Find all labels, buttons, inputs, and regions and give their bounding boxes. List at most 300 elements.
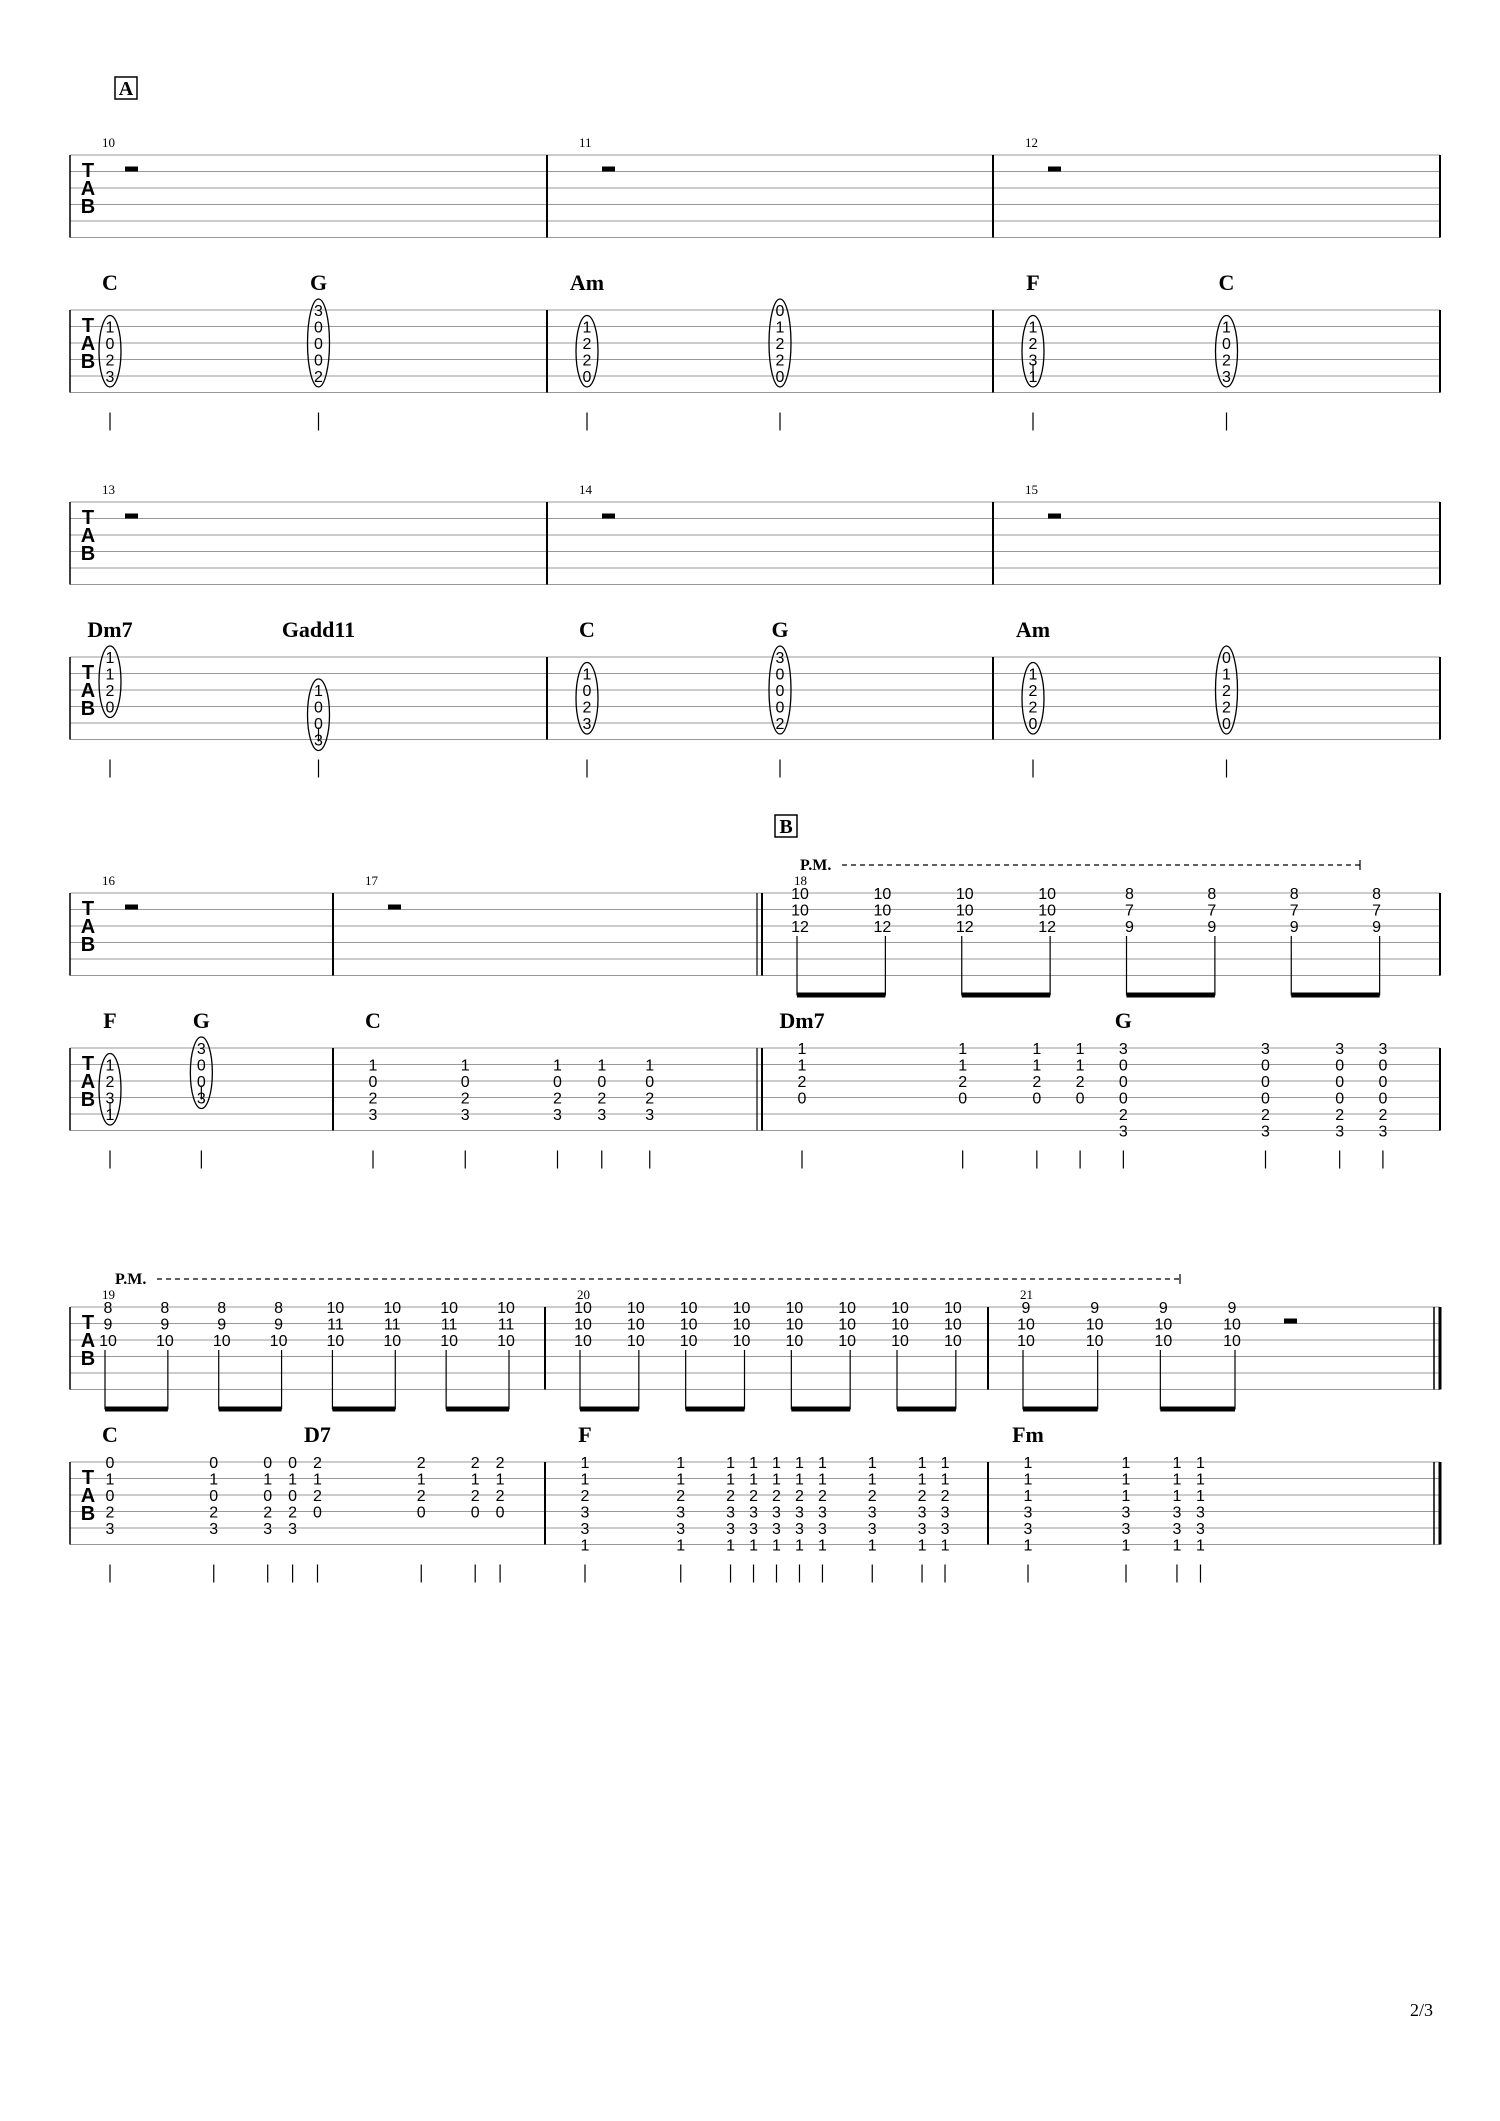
acoustic-fret: 1 xyxy=(580,1537,590,1555)
acoustic-fret: 0 xyxy=(797,1090,807,1108)
measure-number: 17 xyxy=(365,873,378,888)
acoustic-fret: 3 xyxy=(795,1504,804,1522)
electric-fret: 12 xyxy=(791,919,809,936)
electric-fret: 10 xyxy=(891,1300,909,1317)
electric-fret: 10 xyxy=(785,1316,804,1334)
acoustic-fret: 1 xyxy=(580,1471,590,1489)
acoustic-fret: 1 xyxy=(749,1455,758,1472)
electric-fret: 10 xyxy=(838,1300,857,1317)
acoustic-fret: 2 xyxy=(597,1090,607,1108)
acoustic-fret: 3 xyxy=(1118,1123,1128,1141)
acoustic-fret: 1 xyxy=(795,1455,804,1472)
acoustic-fret: 3 xyxy=(1172,1521,1182,1538)
electric-fret: 10 xyxy=(873,886,892,903)
acoustic-fret: 0 xyxy=(196,1057,206,1075)
chord-name: G xyxy=(192,1008,210,1033)
acoustic-fret: 2 xyxy=(416,1455,426,1472)
acoustic-fret: 3 xyxy=(676,1521,686,1538)
electric-staff xyxy=(70,502,1440,585)
acoustic-fret: 3 xyxy=(867,1504,877,1522)
acoustic-fret: 3 xyxy=(1378,1123,1388,1141)
acoustic-fret: 1 xyxy=(795,1537,804,1555)
measure-number: 15 xyxy=(1025,482,1038,497)
acoustic-fret: 2 xyxy=(368,1090,378,1108)
tab-clef-a: A xyxy=(80,178,96,200)
acoustic-fret: 1 xyxy=(1028,666,1038,684)
acoustic-fret: 3 xyxy=(1196,1504,1205,1522)
acoustic-fret: 0 xyxy=(105,699,115,717)
acoustic-fret: 3 xyxy=(196,1090,206,1108)
beam xyxy=(686,1407,745,1412)
chord-name: Am xyxy=(1015,617,1051,642)
acoustic-fret: 2 xyxy=(416,1488,426,1505)
acoustic-fret: 1 xyxy=(1196,1537,1205,1555)
acoustic-fret: 1 xyxy=(105,319,115,337)
acoustic-fret: 2 xyxy=(775,336,785,353)
acoustic-fret: 0 xyxy=(1032,1090,1042,1108)
beam xyxy=(897,1407,956,1412)
acoustic-fret: 3 xyxy=(263,1521,273,1538)
acoustic-fret: 0 xyxy=(958,1090,968,1108)
acoustic-fret: 1 xyxy=(582,666,592,684)
acoustic-fret: 3 xyxy=(460,1107,470,1124)
acoustic-fret: 1 xyxy=(1196,1471,1205,1489)
chord-name: C xyxy=(102,1422,118,1447)
electric-fret: 10 xyxy=(383,1333,402,1350)
acoustic-fret: 3 xyxy=(553,1107,562,1124)
acoustic-fret: 0 xyxy=(263,1488,273,1505)
beam xyxy=(332,1407,395,1412)
acoustic-fret: 2 xyxy=(470,1455,480,1472)
acoustic-fret: 1 xyxy=(263,1471,273,1489)
acoustic-fret: 0 xyxy=(105,1488,115,1505)
acoustic-fret: 0 xyxy=(1335,1074,1345,1091)
electric-fret: 8 xyxy=(274,1300,284,1317)
acoustic-fret: 3 xyxy=(749,1521,758,1538)
acoustic-fret: 3 xyxy=(580,1504,590,1522)
acoustic-fret: 3 xyxy=(795,1521,804,1538)
tab-clef-a: A xyxy=(80,1071,96,1093)
acoustic-fret: 1 xyxy=(749,1537,758,1555)
acoustic-fret: 0 xyxy=(314,716,323,733)
acoustic-fret: 1 xyxy=(1121,1488,1131,1505)
chord-name: G xyxy=(1114,1008,1132,1033)
acoustic-fret: 1 xyxy=(1121,1537,1131,1555)
electric-fret: 9 xyxy=(1158,1300,1168,1317)
acoustic-fret: 1 xyxy=(1172,1455,1182,1472)
acoustic-fret: 3 xyxy=(676,1504,686,1522)
electric-fret: 9 xyxy=(274,1316,284,1334)
electric-staff xyxy=(70,155,1440,238)
acoustic-fret: 0 xyxy=(597,1074,607,1091)
tab-clef-a: A xyxy=(80,333,96,355)
tab-clef-b: B xyxy=(80,1503,96,1525)
tab-clef-a: A xyxy=(80,525,96,547)
electric-fret: 9 xyxy=(1090,1300,1100,1317)
acoustic-fret: 2 xyxy=(772,1488,781,1505)
acoustic-fret: 1 xyxy=(726,1455,735,1472)
tab-clef-a: A xyxy=(80,1485,96,1507)
beam xyxy=(962,993,1050,998)
acoustic-fret: 1 xyxy=(105,1107,115,1124)
acoustic-fret: 3 xyxy=(645,1107,655,1124)
tab-clef-b: B xyxy=(80,1089,96,1111)
acoustic-fret: 1 xyxy=(1121,1471,1131,1489)
electric-fret: 12 xyxy=(873,919,892,936)
acoustic-fret: 3 xyxy=(196,1041,206,1058)
electric-fret: 10 xyxy=(326,1300,345,1317)
acoustic-fret: 3 xyxy=(772,1504,781,1522)
acoustic-fret: 0 xyxy=(209,1455,219,1472)
acoustic-fret: 0 xyxy=(314,319,323,337)
electric-fret: 8 xyxy=(103,1300,113,1317)
acoustic-fret: 3 xyxy=(1118,1041,1128,1058)
acoustic-fret: 1 xyxy=(867,1537,877,1555)
acoustic-fret: 1 xyxy=(772,1455,781,1472)
electric-fret: 10 xyxy=(212,1333,231,1350)
acoustic-fret: 1 xyxy=(775,319,785,337)
electric-fret: 10 xyxy=(99,1333,117,1350)
acoustic-fret: 0 xyxy=(1261,1057,1270,1075)
acoustic-fret: 1 xyxy=(1023,1537,1033,1555)
acoustic-fret: 1 xyxy=(726,1537,735,1555)
beam xyxy=(1291,993,1379,998)
acoustic-fret: 3 xyxy=(314,732,323,750)
acoustic-fret: 0 xyxy=(263,1455,273,1472)
whole-rest xyxy=(125,514,138,519)
acoustic-fret: 1 xyxy=(1222,666,1231,684)
acoustic-fret: 2 xyxy=(460,1090,470,1108)
beam xyxy=(446,1407,509,1412)
acoustic-fret: 0 xyxy=(314,336,323,353)
electric-fret: 10 xyxy=(679,1333,698,1350)
acoustic-fret: 3 xyxy=(772,1521,781,1538)
electric-fret: 10 xyxy=(791,902,809,920)
chord-name: D7 xyxy=(304,1422,331,1447)
chord-name: Fm xyxy=(1012,1422,1044,1447)
acoustic-fret: 3 xyxy=(314,303,323,320)
acoustic-fret: 2 xyxy=(553,1090,562,1108)
acoustic-fret: 3 xyxy=(368,1107,378,1124)
electric-fret: 10 xyxy=(791,886,809,903)
tab-clef-b: B xyxy=(80,543,96,565)
acoustic-fret: 1 xyxy=(314,683,323,700)
electric-fret: 10 xyxy=(1154,1333,1173,1350)
tab-clef-t: T xyxy=(81,662,95,684)
acoustic-fret: 3 xyxy=(1028,352,1038,370)
electric-fret: 10 xyxy=(838,1316,857,1334)
electric-fret: 10 xyxy=(679,1300,698,1317)
acoustic-fret: 3 xyxy=(940,1521,950,1538)
electric-fret: 10 xyxy=(1085,1316,1104,1334)
acoustic-fret: 1 xyxy=(1032,1057,1042,1075)
acoustic-fret: 0 xyxy=(1378,1074,1388,1091)
acoustic-fret: 2 xyxy=(867,1488,877,1505)
measure-number: 13 xyxy=(102,482,115,497)
tab-clef-b: B xyxy=(80,934,96,956)
electric-fret: 11 xyxy=(383,1316,401,1334)
acoustic-fret: 3 xyxy=(1335,1041,1345,1058)
electric-fret: 10 xyxy=(497,1333,515,1350)
acoustic-fret: 1 xyxy=(105,1057,115,1075)
acoustic-fret: 1 xyxy=(470,1471,480,1489)
acoustic-fret: 2 xyxy=(645,1090,655,1108)
acoustic-fret: 1 xyxy=(1023,1488,1033,1505)
chord-name: F xyxy=(578,1422,592,1447)
acoustic-fret: 2 xyxy=(495,1488,505,1505)
acoustic-fret: 2 xyxy=(313,1488,322,1505)
electric-fret: 9 xyxy=(1227,1300,1237,1317)
acoustic-fret: 2 xyxy=(263,1504,273,1522)
acoustic-fret: 3 xyxy=(749,1504,758,1522)
chord-name: Am xyxy=(569,270,605,295)
acoustic-fret: 2 xyxy=(775,716,785,733)
electric-fret: 10 xyxy=(838,1333,857,1350)
electric-fret: 12 xyxy=(1038,919,1057,936)
electric-fret: 10 xyxy=(785,1333,804,1350)
electric-fret: 10 xyxy=(955,902,974,920)
measure-number: 20 xyxy=(577,1287,590,1302)
acoustic-fret: 3 xyxy=(818,1504,827,1522)
section-label-A: A xyxy=(118,78,134,100)
tab-clef-t: T xyxy=(81,507,95,529)
measure-number: 18 xyxy=(794,873,807,888)
acoustic-fret: 1 xyxy=(797,1057,807,1075)
chord-name: C xyxy=(365,1008,381,1033)
electric-fret: 7 xyxy=(1289,902,1299,920)
acoustic-fret: 0 xyxy=(313,1504,322,1522)
acoustic-fret: 1 xyxy=(1172,1488,1182,1505)
acoustic-fret: 2 xyxy=(582,352,592,370)
electric-fret: 10 xyxy=(440,1333,459,1350)
acoustic-fret: 2 xyxy=(288,1504,298,1522)
acoustic-fret: 1 xyxy=(917,1455,927,1472)
chord-name: G xyxy=(309,270,328,295)
acoustic-fret: 1 xyxy=(105,650,115,667)
acoustic-fret: 0 xyxy=(1118,1090,1128,1108)
electric-fret: 10 xyxy=(269,1333,288,1350)
acoustic-fret: 0 xyxy=(775,699,785,717)
acoustic-fret: 1 xyxy=(1172,1471,1182,1489)
chord-name: F xyxy=(103,1008,117,1033)
electric-fret: 9 xyxy=(1207,919,1217,936)
acoustic-fret: 2 xyxy=(580,1488,590,1505)
electric-fret: 8 xyxy=(217,1300,227,1317)
electric-fret: 10 xyxy=(1038,886,1057,903)
tab-clef-t: T xyxy=(81,315,95,337)
acoustic-fret: 1 xyxy=(1032,1041,1042,1058)
acoustic-fret: 0 xyxy=(1335,1090,1345,1108)
palm-mute-label: P.M. xyxy=(800,857,832,874)
acoustic-fret: 1 xyxy=(676,1471,686,1489)
tab-clef-t: T xyxy=(81,1312,95,1334)
acoustic-staff xyxy=(70,657,1440,740)
tab-clef-a: A xyxy=(80,680,96,702)
section-label-B: B xyxy=(779,816,793,838)
electric-fret: 10 xyxy=(383,1300,402,1317)
acoustic-fret: 2 xyxy=(1028,336,1038,353)
acoustic-fret: 0 xyxy=(1222,336,1231,353)
electric-fret: 10 xyxy=(155,1333,174,1350)
acoustic-fret: 0 xyxy=(288,1455,298,1472)
acoustic-fret: 2 xyxy=(795,1488,804,1505)
acoustic-fret: 2 xyxy=(917,1488,927,1505)
chord-name: C xyxy=(102,270,118,295)
beam xyxy=(1127,993,1215,998)
acoustic-fret: 1 xyxy=(958,1057,968,1075)
acoustic-fret: 3 xyxy=(867,1521,877,1538)
acoustic-fret: 1 xyxy=(867,1455,877,1472)
acoustic-fret: 0 xyxy=(775,683,785,700)
acoustic-fret: 1 xyxy=(1028,369,1038,386)
acoustic-fret: 2 xyxy=(470,1488,480,1505)
acoustic-fret: 2 xyxy=(726,1488,735,1505)
acoustic-fret: 3 xyxy=(288,1521,298,1538)
acoustic-fret: 3 xyxy=(209,1521,219,1538)
electric-fret: 10 xyxy=(1154,1316,1173,1334)
acoustic-fret: 1 xyxy=(209,1471,219,1489)
acoustic-fret: 3 xyxy=(917,1504,927,1522)
acoustic-fret: 0 xyxy=(775,369,785,386)
acoustic-fret: 3 xyxy=(1222,369,1231,386)
whole-rest xyxy=(388,905,401,910)
acoustic-fret: 3 xyxy=(1261,1041,1270,1058)
acoustic-fret: 3 xyxy=(582,716,592,733)
electric-fret: 10 xyxy=(955,886,974,903)
acoustic-fret: 1 xyxy=(676,1537,686,1555)
acoustic-fret: 2 xyxy=(105,683,115,700)
beam xyxy=(105,1407,168,1412)
electric-fret: 10 xyxy=(1085,1333,1104,1350)
acoustic-fret: 1 xyxy=(288,1471,298,1489)
acoustic-staff xyxy=(70,1048,1440,1131)
acoustic-fret: 1 xyxy=(1075,1057,1085,1075)
acoustic-fret: 3 xyxy=(1121,1504,1131,1522)
acoustic-fret: 2 xyxy=(582,336,592,353)
acoustic-fret: 2 xyxy=(1032,1074,1042,1091)
electric-fret: 10 xyxy=(626,1316,645,1334)
acoustic-staff xyxy=(70,310,1440,393)
acoustic-fret: 1 xyxy=(597,1057,607,1075)
electric-fret: 10 xyxy=(943,1333,962,1350)
electric-fret: 8 xyxy=(1207,886,1217,903)
acoustic-fret: 3 xyxy=(1023,1504,1033,1522)
acoustic-fret: 1 xyxy=(313,1471,322,1489)
electric-fret: 10 xyxy=(574,1316,592,1334)
acoustic-fret: 2 xyxy=(105,352,115,370)
chord-name: Gadd11 xyxy=(281,617,356,642)
electric-fret: 10 xyxy=(626,1333,645,1350)
acoustic-fret: 1 xyxy=(553,1057,562,1075)
acoustic-fret: 2 xyxy=(940,1488,950,1505)
acoustic-fret: 1 xyxy=(1196,1455,1205,1472)
acoustic-fret: 0 xyxy=(105,336,115,353)
acoustic-fret: 2 xyxy=(1378,1107,1388,1124)
acoustic-fret: 0 xyxy=(582,683,592,700)
acoustic-fret: 1 xyxy=(772,1537,781,1555)
acoustic-fret: 3 xyxy=(940,1504,950,1522)
acoustic-fret: 0 xyxy=(470,1504,480,1522)
acoustic-fret: 0 xyxy=(1378,1057,1388,1075)
palm-mute-label: P.M. xyxy=(115,1271,147,1288)
electric-fret: 10 xyxy=(1038,902,1057,920)
acoustic-fret: 3 xyxy=(775,650,785,667)
acoustic-fret: 3 xyxy=(1023,1521,1033,1538)
tab-clef-t: T xyxy=(81,1467,95,1489)
acoustic-fret: 1 xyxy=(1121,1455,1131,1472)
acoustic-fret: 1 xyxy=(460,1057,470,1075)
electric-fret: 10 xyxy=(497,1300,515,1317)
electric-fret: 8 xyxy=(160,1300,170,1317)
tab-clef-a: A xyxy=(80,1330,96,1352)
electric-fret: 10 xyxy=(873,902,892,920)
acoustic-fret: 0 xyxy=(288,1488,298,1505)
acoustic-fret: 2 xyxy=(676,1488,686,1505)
beam xyxy=(219,1407,282,1412)
acoustic-fret: 1 xyxy=(1075,1041,1085,1058)
page-number: 2/3 xyxy=(1410,2000,1434,2020)
acoustic-fret: 2 xyxy=(1261,1107,1270,1124)
acoustic-fret: 3 xyxy=(580,1521,590,1538)
acoustic-fret: 0 xyxy=(460,1074,470,1091)
beam xyxy=(797,993,885,998)
acoustic-fret: 0 xyxy=(196,1074,206,1091)
whole-rest xyxy=(602,167,615,172)
beam xyxy=(1160,1407,1235,1412)
acoustic-fret: 2 xyxy=(314,369,323,386)
acoustic-fret: 2 xyxy=(1222,352,1231,370)
electric-fret: 9 xyxy=(103,1316,113,1334)
acoustic-fret: 3 xyxy=(726,1521,735,1538)
acoustic-fret: 3 xyxy=(105,1090,115,1108)
measure-number: 19 xyxy=(102,1287,115,1302)
electric-fret: 9 xyxy=(217,1316,227,1334)
tab-clef-t: T xyxy=(81,898,95,920)
electric-fret: 10 xyxy=(326,1333,345,1350)
acoustic-fret: 1 xyxy=(580,1455,590,1472)
electric-fret: 10 xyxy=(679,1316,698,1334)
chord-name: Dm7 xyxy=(779,1008,825,1033)
acoustic-fret: 0 xyxy=(105,1455,115,1472)
acoustic-fret: 1 xyxy=(726,1471,735,1489)
measure-number: 16 xyxy=(102,873,115,888)
acoustic-fret: 3 xyxy=(917,1521,927,1538)
electric-fret: 10 xyxy=(1223,1333,1241,1350)
electric-fret: 10 xyxy=(440,1300,459,1317)
acoustic-fret: 1 xyxy=(1196,1488,1205,1505)
measure-number: 21 xyxy=(1020,1287,1033,1302)
electric-fret: 12 xyxy=(955,919,974,936)
electric-fret: 10 xyxy=(732,1333,751,1350)
electric-fret: 9 xyxy=(1021,1300,1031,1317)
acoustic-fret: 1 xyxy=(940,1455,950,1472)
acoustic-fret: 1 xyxy=(1023,1471,1033,1489)
acoustic-fret: 0 xyxy=(1261,1074,1270,1091)
acoustic-fret: 3 xyxy=(105,1521,115,1538)
electric-fret: 10 xyxy=(574,1333,592,1350)
acoustic-fret: 1 xyxy=(917,1471,927,1489)
acoustic-fret: 0 xyxy=(645,1074,655,1091)
measure-number: 12 xyxy=(1025,135,1038,150)
electric-fret: 11 xyxy=(497,1316,515,1334)
acoustic-fret: 1 xyxy=(416,1471,426,1489)
acoustic-fret: 1 xyxy=(795,1471,804,1489)
electric-fret: 9 xyxy=(160,1316,170,1334)
acoustic-fret: 3 xyxy=(1121,1521,1131,1538)
acoustic-fret: 1 xyxy=(818,1471,827,1489)
acoustic-fret: 2 xyxy=(818,1488,827,1505)
acoustic-fret: 1 xyxy=(1023,1455,1033,1472)
